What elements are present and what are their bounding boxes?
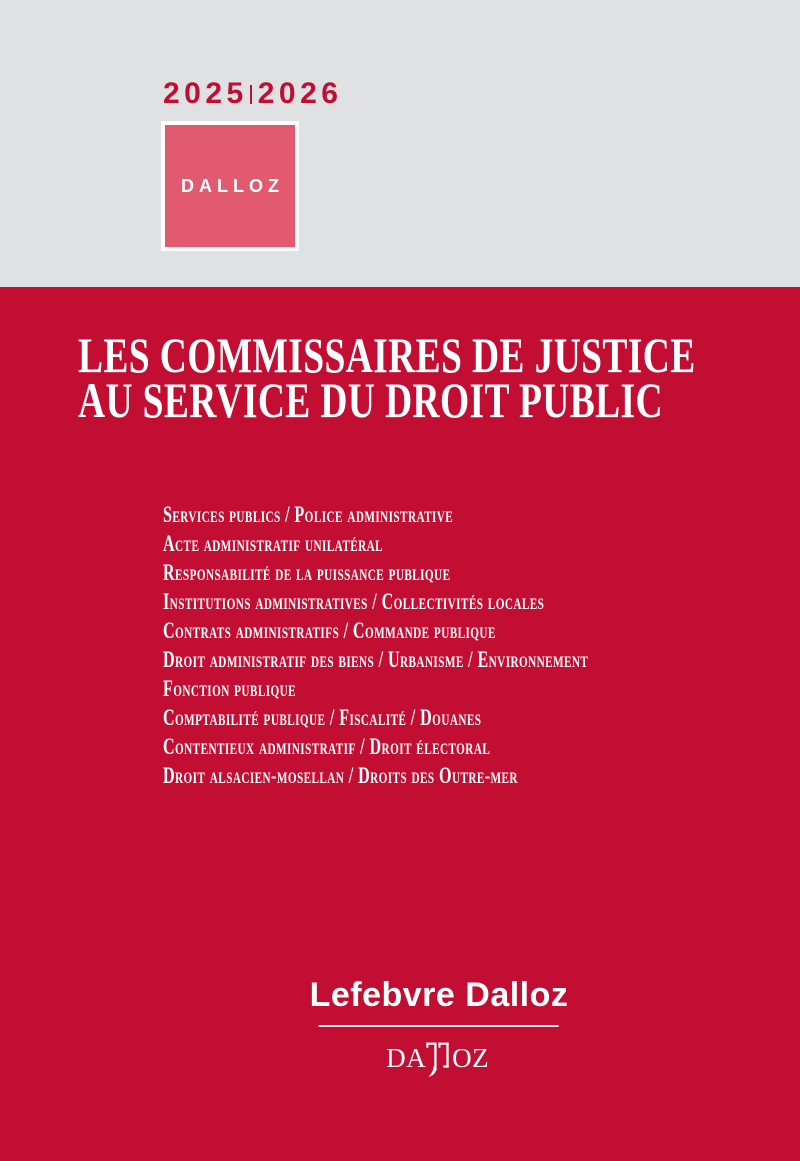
topic-item: Responsabilité de la puissance publique [163, 560, 451, 585]
dalloz-square-label: DALLOZ [181, 175, 284, 196]
edition-year-right: 2026 [257, 77, 343, 110]
topic-item: Contrats administratifs / Commande publique [163, 618, 496, 643]
dalloz-ll-ligature-icon [427, 1043, 449, 1077]
topic-item: Droit alsacien-mosellan / Droits des Outre-mer [163, 763, 518, 788]
topic-item: Services publics / Police administrative [163, 502, 454, 527]
dalloz-square-logo [161, 121, 299, 251]
top-band [0, 0, 800, 287]
topic-item: Contentieux administratif / Droit électoral [163, 734, 491, 759]
topic-item: Comptabilité publique / Fiscalité / Douanes [163, 705, 482, 730]
topic-item: Fonction publique [163, 676, 297, 701]
topic-item: Acte administratif unilatéral [163, 531, 384, 556]
brand-divider-rule [319, 1025, 559, 1027]
topics-list [163, 500, 588, 790]
topic-item: Institutions administratives / Collectivités locales [163, 589, 545, 614]
lefebvre-dalloz-wordmark: Lefebvre Dalloz [309, 976, 569, 1014]
title-line-2: AU SERVICE DU DROIT PUBLIC [78, 372, 663, 428]
dalloz-logotype-right-text: OZ [452, 1043, 490, 1074]
edition-years [163, 76, 343, 112]
edition-year-divider [250, 85, 252, 104]
cover-body [0, 287, 800, 1161]
dalloz-logotype-left-text: DA [386, 1043, 427, 1074]
brand-block [310, 977, 569, 1079]
title-line-1: LES COMMISSAIRES DE JUSTICE [78, 327, 696, 383]
page-title [78, 327, 696, 428]
dalloz-logotype-icon [386, 1035, 492, 1079]
topic-item: Droit administratif des biens / Urbanisme / Environnement [163, 647, 589, 672]
edition-year-left: 2025 [163, 77, 248, 110]
